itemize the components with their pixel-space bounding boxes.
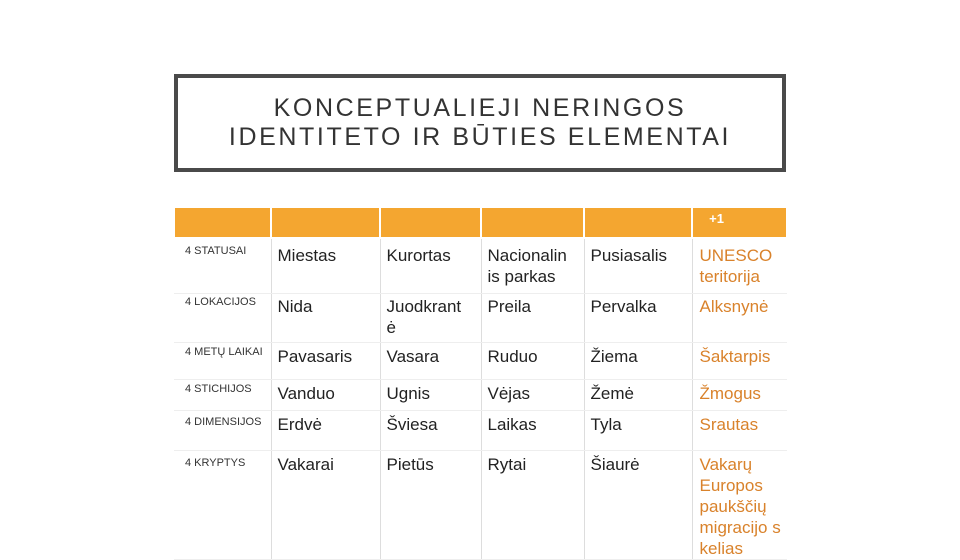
table-cell-accent: Vakarų Europos paukščių migracijo s kelias: [692, 451, 787, 560]
table-cell: Nida: [271, 294, 380, 343]
table-cell: Erdvė: [271, 411, 380, 451]
row-label: 4 KRYPTYS: [174, 451, 271, 560]
table-cell: Tyla: [584, 411, 692, 451]
table-cell: Šiaurė: [584, 451, 692, 560]
table-cell: Vanduo: [271, 380, 380, 411]
table-row: [174, 294, 787, 343]
table-cell: Šviesa: [380, 411, 481, 451]
table-header-cell: [692, 207, 787, 238]
slide-title-line-1: KONCEPTUALIEJI NERINGOS: [273, 94, 687, 122]
header-plus-mark: +1: [709, 211, 724, 226]
table-header-cell: [380, 207, 481, 238]
table-cell-accent: Žmogus: [692, 380, 787, 411]
table-cell: Ugnis: [380, 380, 481, 411]
slide-title-line-2: IDENTITETO IR BŪTIES ELEMENTAI: [228, 123, 732, 151]
elements-table-container: [173, 206, 786, 558]
row-label: 4 DIMENSIJOS: [174, 411, 271, 451]
table-cell: Juodkrant ė: [380, 294, 481, 343]
table-row: [174, 451, 787, 560]
table-cell: Pusiasalis: [584, 238, 692, 294]
table-cell: Vėjas: [481, 380, 584, 411]
table-cell: Laikas: [481, 411, 584, 451]
table-cell-accent: Srautas: [692, 411, 787, 451]
table-cell: Vakarai: [271, 451, 380, 560]
table-cell: Pavasaris: [271, 343, 380, 380]
table-cell: Ruduo: [481, 343, 584, 380]
table-header-cell: [481, 207, 584, 238]
table-cell: Vasara: [380, 343, 481, 380]
table-cell-accent: Šaktarpis: [692, 343, 787, 380]
table-row: [174, 411, 787, 451]
table-header-cell: [174, 207, 271, 238]
row-label: 4 STATUSAI: [174, 238, 271, 294]
table-cell: Žiema: [584, 343, 692, 380]
row-label: 4 METŲ LAIKAI: [174, 343, 271, 380]
table-row: [174, 380, 787, 411]
table-cell: Kurortas: [380, 238, 481, 294]
table-cell: Pietūs: [380, 451, 481, 560]
elements-table: [173, 206, 788, 560]
table-cell: Žemė: [584, 380, 692, 411]
table-row: [174, 238, 787, 294]
table-cell-accent: Alksnynė: [692, 294, 787, 343]
table-cell: Miestas: [271, 238, 380, 294]
title-box: [174, 74, 786, 172]
table-cell: Preila: [481, 294, 584, 343]
table-cell: Rytai: [481, 451, 584, 560]
table-row: [174, 343, 787, 380]
table-header-row: [174, 207, 787, 238]
table-cell-accent: UNESCO teritorija: [692, 238, 787, 294]
table-header-cell: [584, 207, 692, 238]
table-cell: Nacionalin is parkas: [481, 238, 584, 294]
row-label: 4 LOKACIJOS: [174, 294, 271, 343]
row-label: 4 STICHIJOS: [174, 380, 271, 411]
table-cell: Pervalka: [584, 294, 692, 343]
table-header-cell: [271, 207, 380, 238]
slide-title: [229, 94, 731, 152]
